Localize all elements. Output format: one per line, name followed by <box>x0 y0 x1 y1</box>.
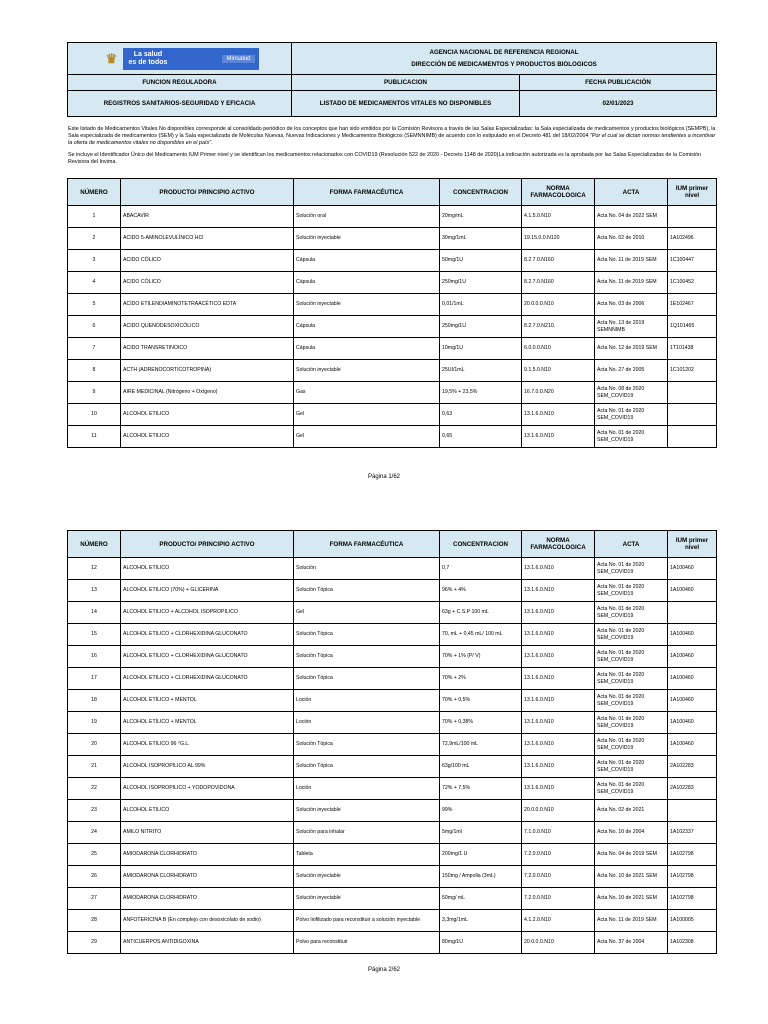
pharmacological-norm: 13.1.6.0.N10 <box>522 646 595 668</box>
pharmaceutical-form: Tableta <box>294 844 440 866</box>
table-row <box>68 294 717 316</box>
product-name: ANTICUERPOS ANTIDIGOXINA <box>121 932 294 954</box>
pharmacological-norm: 13.1.6.0.N10 <box>522 778 595 800</box>
coat-of-arms-icon: ♛ <box>105 50 118 66</box>
pharmaceutical-form: Solución Tópica <box>294 646 440 668</box>
table-row <box>68 228 717 250</box>
product-name: ALCOHOL ETILICO (70%) + GLICERINA <box>121 580 294 602</box>
row-number: 3 <box>68 250 121 272</box>
header-label-3: FECHA PUBLICACIÓN <box>520 75 717 91</box>
pharmaceutical-form: Solución inyectable <box>294 800 440 822</box>
pharmacological-norm: 8.2.7.0.N160 <box>522 272 595 294</box>
pharmacological-norm: 13.1.6.0.N10 <box>522 712 595 734</box>
concentration: 63g/100 mL <box>440 756 522 778</box>
concentration: 50mg/1U <box>440 250 522 272</box>
ium-code: 1A102798 <box>668 866 717 888</box>
acta: Acta No. 10 de 2021 SEM <box>595 888 668 910</box>
acta: Acta No. 11 de 2019 SEM <box>595 250 668 272</box>
intro-text <box>68 126 718 170</box>
agency-title: AGENCIA NACIONAL DE REFERENCIA REGIONAL <box>429 48 579 56</box>
ium-code: 1A100460 <box>668 646 717 668</box>
table-row <box>68 756 717 778</box>
pharmaceutical-form: Solución inyectable <box>294 294 440 316</box>
pharmacological-norm: 13.1.6.0.N10 <box>522 580 595 602</box>
row-number: 12 <box>68 558 121 580</box>
direction-title: DIRECCIÓN DE MEDICAMENTOS Y PRODUCTOS BIOLOGICOS <box>411 60 597 68</box>
pharmaceutical-form: Cápsula <box>294 316 440 338</box>
table-row <box>68 404 717 426</box>
product-name: ABACAVIR <box>121 206 294 228</box>
table-row <box>68 646 717 668</box>
pharmaceutical-form: Cápsula <box>294 338 440 360</box>
table-row <box>68 338 717 360</box>
pharmacological-norm: 8.2.7.0.N210. <box>522 316 595 338</box>
logo-badge: Minsalud <box>222 55 254 63</box>
row-number: 18 <box>68 690 121 712</box>
column-header: CONCENTRACION <box>440 179 522 206</box>
row-number: 6 <box>68 316 121 338</box>
pharmaceutical-form: Solución <box>294 558 440 580</box>
row-number: 7 <box>68 338 121 360</box>
pharmacological-norm: 7.1.0.0.N10 <box>522 822 595 844</box>
acta: Acta No. 37 de 2004 <box>595 932 668 954</box>
pharmacological-norm: 13.1.6.0.N10 <box>522 558 595 580</box>
ium-code <box>668 800 717 822</box>
acta: Acta No. 02 de 2021 <box>595 800 668 822</box>
row-number: 22 <box>68 778 121 800</box>
pharmaceutical-form: Gas <box>294 382 440 404</box>
acta: Acta No. 01 de 2020 SEM_COVID19 <box>595 426 668 448</box>
concentration: 10mg/1U <box>440 338 522 360</box>
acta: Acta No. 01 de 2020 SEM_COVID19 <box>595 778 668 800</box>
pharmacological-norm: 6.0.0.0.N10 <box>522 338 595 360</box>
column-header: PRODUCTO/ PRINCIPIO ACTIVO <box>121 531 294 558</box>
ium-code: 1A100460 <box>668 668 717 690</box>
ium-code: 1Q101465 <box>668 316 717 338</box>
pharmaceutical-form: Solución inyectable <box>294 888 440 910</box>
pharmacological-norm: 13.1.6.0.N10 <box>522 426 595 448</box>
row-number: 27 <box>68 888 121 910</box>
table-row <box>68 800 717 822</box>
concentration: 99% <box>440 800 522 822</box>
product-name: ANFOTERICINA B (En complejo con desoxicolato de sodio) <box>121 910 294 932</box>
ium-code: 2A102283 <box>668 778 717 800</box>
header-value-1: REGISTROS SANITARIOS-SEGURIDAD Y EFICACIA <box>68 91 292 117</box>
row-number: 25 <box>68 844 121 866</box>
acta: Acta No. 03 de 2006 <box>595 294 668 316</box>
column-header: NORMA FARMACOLOGICA <box>522 531 595 558</box>
product-name: ALCOHOL ETILICO <box>121 800 294 822</box>
concentration: 25UI/1mL <box>440 360 522 382</box>
product-name: AMIODARONA CLORHIDRATO <box>121 866 294 888</box>
table-row <box>68 734 717 756</box>
acta: Acta No. 01 de 2020 SEM_COVID19 <box>595 602 668 624</box>
concentration: 19,5% + 23,5% <box>440 382 522 404</box>
ium-code: 1A102798 <box>668 844 717 866</box>
concentration: 70, mL + 0,45 mL/ 100 mL <box>440 624 522 646</box>
row-number: 17 <box>68 668 121 690</box>
product-name: ACTH (ADRENOCORTICOTROPINA) <box>121 360 294 382</box>
acta: Acta No. 01 de 2020 SEM_COVID19 <box>595 712 668 734</box>
ium-code: 1E102467 <box>668 294 717 316</box>
concentration: 70% + 1% (P/ V) <box>440 646 522 668</box>
pharmaceutical-form: Loción <box>294 778 440 800</box>
ium-code <box>668 602 717 624</box>
row-number: 21 <box>68 756 121 778</box>
table-row <box>68 206 717 228</box>
pharmacological-norm: 7.2.0.0.N10 <box>522 866 595 888</box>
concentration: 5mg/1ml <box>440 822 522 844</box>
ium-code: 1A100005 <box>668 910 717 932</box>
table-row <box>68 558 717 580</box>
table-row <box>68 778 717 800</box>
row-number: 19 <box>68 712 121 734</box>
header-value-2: LISTADO DE MEDICAMENTOS VITALES NO DISPONIBLES <box>292 91 520 117</box>
pharmacological-norm: 7.2.0.0.N10 <box>522 844 595 866</box>
table-row <box>68 272 717 294</box>
row-number: 16 <box>68 646 121 668</box>
product-name: ALCOHOL ISOPROPILICO AL 99% <box>121 756 294 778</box>
ium-code <box>668 404 717 426</box>
row-number: 5 <box>68 294 121 316</box>
ium-code: 1C101202 <box>668 360 717 382</box>
row-number: 8 <box>68 360 121 382</box>
acta: Acta No. 02 de 2010 <box>595 228 668 250</box>
acta: Acta No. 08 de 2020 SEM_COVID19 <box>595 382 668 404</box>
table-row <box>68 360 717 382</box>
table-row <box>68 712 717 734</box>
acta: Acta No. 01 de 2020 SEM_COVID19 <box>595 624 668 646</box>
table-row <box>68 580 717 602</box>
product-name: ALCOHOL ETÍLICO + MENTOL <box>121 690 294 712</box>
product-name: ACIDO CÓLICO <box>121 250 294 272</box>
column-header: NORMA FARMACOLOGICA <box>522 179 595 206</box>
intro-paragraph-2: Se incluye el Identificador Único del Medicamento IUM Primer nivel y se identifican los medicamentos relacionados con COVID19 (Resolución 522 de 2020 - Decreto 1148 de 2020)La indicación autorizada es la aprobada por las Salas Especializadas de la Comisión Revisora del Invima. <box>68 151 702 165</box>
row-number: 23 <box>68 800 121 822</box>
pharmacological-norm: 7.2.0.0.N10 <box>522 888 595 910</box>
product-name: ALCOHOL ETÍLICO + MENTOL <box>121 712 294 734</box>
table-row <box>68 316 717 338</box>
table-row <box>68 624 717 646</box>
pharmacological-norm: 13.1.6.0.N10 <box>522 668 595 690</box>
row-number: 20 <box>68 734 121 756</box>
concentration: 72,9mL/100 mL <box>440 734 522 756</box>
pharmaceutical-form: Cápsula <box>294 272 440 294</box>
ium-code: 1A100460 <box>668 558 717 580</box>
medicines-table-page-2 <box>67 530 717 954</box>
column-header: FORMA FARMACÉUTICA <box>294 179 440 206</box>
product-name: ACIDO TRANSRETINOICO <box>121 338 294 360</box>
product-name: ALCOHOL ETILICO <box>121 404 294 426</box>
pharmaceutical-form: Gel <box>294 602 440 624</box>
concentration: 3,3mg/1mL <box>440 910 522 932</box>
pharmaceutical-form: Gel <box>294 426 440 448</box>
pharmacological-norm: 13.1.6.0.N10 <box>522 756 595 778</box>
product-name: ALCOHOL ETILICO + CLORHEXIDINA GLUCONATO <box>121 624 294 646</box>
pharmaceutical-form: Solución Tópica <box>294 668 440 690</box>
product-name: AMILO NITRITO <box>121 822 294 844</box>
header-value-3: 02/01/2023 <box>520 91 717 117</box>
table-row <box>68 866 717 888</box>
pharmaceutical-form: Solución para inhalar <box>294 822 440 844</box>
concentration: 72% + 7,5% <box>440 778 522 800</box>
pharmaceutical-form: Solución Tópica <box>294 756 440 778</box>
row-number: 13 <box>68 580 121 602</box>
ium-code: 1A100460 <box>668 580 717 602</box>
acta: Acta No. 01 de 2020 SEM_COVID19 <box>595 668 668 690</box>
column-header: NÚMERO <box>68 179 121 206</box>
medicines-table-page-1 <box>67 178 717 448</box>
concentration: 250mg/1U <box>440 316 522 338</box>
concentration: 0,7 <box>440 558 522 580</box>
concentration: 70% + 2% <box>440 668 522 690</box>
column-header: ACTA <box>595 531 668 558</box>
product-name: ALCOHOL ETILICO 96 °G.L. <box>121 734 294 756</box>
document-header-table <box>67 42 717 117</box>
ium-code: 1A102308 <box>668 932 717 954</box>
row-number: 9 <box>68 382 121 404</box>
pharmaceutical-form: Solución Tópica <box>294 734 440 756</box>
ium-code: 1A102496 <box>668 228 717 250</box>
logo-text: La salud es de todos <box>128 51 168 66</box>
ium-code: 1A102798 <box>668 888 717 910</box>
pharmaceutical-form: Polvo para reconstituir <box>294 932 440 954</box>
ium-code <box>668 426 717 448</box>
row-number: 1 <box>68 206 121 228</box>
pharmacological-norm: 13.1.6.0.N10 <box>522 734 595 756</box>
row-number: 4 <box>68 272 121 294</box>
product-name: ALCOHOL ETILICO + ALCOHOL ISOPROPILICO <box>121 602 294 624</box>
ium-code: 2A102283 <box>668 756 717 778</box>
acta: Acta No. 04 de 2019 SEM <box>595 844 668 866</box>
pharmacological-norm: 19.15.0.0.N120 <box>522 228 595 250</box>
concentration: 150mg / Ampolla (3mL) <box>440 866 522 888</box>
pharmacological-norm: 9.1.5.0.N10 <box>522 360 595 382</box>
concentration: 20mg/mL <box>440 206 522 228</box>
ium-code <box>668 382 717 404</box>
concentration: 200mg/1 U <box>440 844 522 866</box>
table-header-row <box>68 179 717 206</box>
acta: Acta No. 04 de 2022 SEM <box>595 206 668 228</box>
concentration: 0,63 <box>440 404 522 426</box>
concentration: 70% + 0,38% <box>440 712 522 734</box>
ium-code: 1A100460 <box>668 734 717 756</box>
pharmaceutical-form: Solución inyectable <box>294 228 440 250</box>
product-name: ACIDO ETILENDIAMINOTETRAACÉTICO EDTA <box>121 294 294 316</box>
row-number: 11 <box>68 426 121 448</box>
ium-code: 1T101438 <box>668 338 717 360</box>
table-row <box>68 426 717 448</box>
concentration: 50mg/ mL <box>440 888 522 910</box>
table-row <box>68 250 717 272</box>
product-name: ACIDO 5-AMINOLEVULÍNICO HCl <box>121 228 294 250</box>
pharmaceutical-form: Solución oral <box>294 206 440 228</box>
concentration: 250mg/1U <box>440 272 522 294</box>
concentration: 96% + 4% <box>440 580 522 602</box>
minsalud-logo <box>101 47 259 71</box>
pharmacological-norm: 20.0.0.0.N10 <box>522 294 595 316</box>
ium-code: 1A102337 <box>668 822 717 844</box>
product-name: ALCOHOL ISOPROPILICO + YODOPOVIDONA <box>121 778 294 800</box>
acta: Acta No. 01 de 2020 SEM_COVID19 <box>595 646 668 668</box>
column-header: FORMA FARMACÉUTICA <box>294 531 440 558</box>
table-row <box>68 910 717 932</box>
pharmaceutical-form: Solución Tópica <box>294 624 440 646</box>
row-number: 10 <box>68 404 121 426</box>
row-number: 29 <box>68 932 121 954</box>
concentration: 30mg/1mL <box>440 228 522 250</box>
pharmaceutical-form: Solución inyectable <box>294 360 440 382</box>
product-name: ACIDO CÓLICO <box>121 272 294 294</box>
table-row <box>68 690 717 712</box>
pharmacological-norm: 13.1.6.0.N10 <box>522 404 595 426</box>
row-number: 15 <box>68 624 121 646</box>
header-label-2: PUBLICACION <box>292 75 520 91</box>
pharmacological-norm: 20.0.0.0.N10 <box>522 800 595 822</box>
ium-code: 1A100460 <box>668 712 717 734</box>
pharmaceutical-form: Polvo liofilizado para reconstituir a solución inyectable <box>294 910 440 932</box>
column-header: PRODUCTO/ PRINCIPIO ACTIVO <box>121 179 294 206</box>
page-number: Página 2/62 <box>367 967 401 973</box>
product-name: AMIODARONA CLORHIDRATO <box>121 844 294 866</box>
concentration: 80mg/1U <box>440 932 522 954</box>
pharmaceutical-form: Solución Tópica <box>294 580 440 602</box>
concentration: 70% + 0,5% <box>440 690 522 712</box>
acta: Acta No. 10 de 2021 SEM <box>595 866 668 888</box>
column-header: IUM primer nivel <box>668 531 717 558</box>
ium-code: 1C100447 <box>668 250 717 272</box>
row-number: 28 <box>68 910 121 932</box>
pharmacological-norm: 13.1.6.0.N10 <box>522 624 595 646</box>
pharmaceutical-form: Loción <box>294 690 440 712</box>
row-number: 24 <box>68 822 121 844</box>
acta: Acta No. 13 de 2019 SEMNNIMB <box>595 316 668 338</box>
table-header-row <box>68 531 717 558</box>
acta: Acta No. 01 de 2020 SEM_COVID19 <box>595 404 668 426</box>
column-header: IUM primer nivel <box>668 179 717 206</box>
product-name: AMIODARONA CLORHIDRATO <box>121 888 294 910</box>
pharmaceutical-form: Loción <box>294 712 440 734</box>
concentration: 0,01/1mL <box>440 294 522 316</box>
column-header: CONCENTRACION <box>440 531 522 558</box>
acta: Acta No. 12 de 2019 SEM <box>595 338 668 360</box>
pharmaceutical-form: Gel <box>294 404 440 426</box>
product-name: ALCOHOL ETILICO + CLORHEXIDINA GLUCONATO <box>121 646 294 668</box>
product-name: ALCOHOL ETILICO <box>121 426 294 448</box>
pharmacological-norm: 8.2.7.0.N160 <box>522 250 595 272</box>
page-number: Página 1/62 <box>367 474 401 480</box>
logo-cell <box>68 43 292 75</box>
acta: Acta No. 11 de 2019 SEM <box>595 272 668 294</box>
ium-code: 1A100460 <box>668 624 717 646</box>
product-name: ALCOHOL ETILICO + CLORHEXIDINA GLUCONATO <box>121 668 294 690</box>
product-name: ACIDO QUENODESOXICÓLICO <box>121 316 294 338</box>
pharmacological-norm: 13.1.6.0.N10 <box>522 602 595 624</box>
column-header: ACTA <box>595 179 668 206</box>
ium-code: 1A100460 <box>668 690 717 712</box>
pharmacological-norm: 13.1.6.0.N10 <box>522 690 595 712</box>
acta: Acta No. 01 de 2020 SEM_COVID19 <box>595 734 668 756</box>
acta: Acta No. 27 de 2005 <box>595 360 668 382</box>
acta: Acta No. 01 de 2020 SEM_COVID19 <box>595 558 668 580</box>
acta: Acta No. 10 de 2004 <box>595 822 668 844</box>
column-header: NÚMERO <box>68 531 121 558</box>
row-number: 26 <box>68 866 121 888</box>
pharmaceutical-form: Cápsula <box>294 250 440 272</box>
acta: Acta No. 01 de 2020 SEM_COVID19 <box>595 756 668 778</box>
pharmacological-norm: 4.1.5.0.N10 <box>522 206 595 228</box>
table-row <box>68 844 717 866</box>
row-number: 14 <box>68 602 121 624</box>
table-row <box>68 602 717 624</box>
ium-code <box>668 206 717 228</box>
acta: Acta No. 01 de 2020 SEM_COVID19 <box>595 690 668 712</box>
pharmacological-norm: 20.0.0.0.N10 <box>522 932 595 954</box>
table-row <box>68 822 717 844</box>
pharmaceutical-form: Solución inyectable <box>294 866 440 888</box>
concentration: 63g + C.S.P 100 mL <box>440 602 522 624</box>
table-row <box>68 932 717 954</box>
pharmacological-norm: 16.7.0.0.N20 <box>522 382 595 404</box>
acta: Acta No. 11 de 2019 SEM <box>595 910 668 932</box>
concentration: 0,65 <box>440 426 522 448</box>
acta: Acta No. 01 de 2020 SEM_COVID19 <box>595 580 668 602</box>
table-row <box>68 888 717 910</box>
intro-paragraph-1: Este listado de Medicamentos Vitales No disponibles corresponde al consolidado periódico de los conceptos que han sido emitidos por la Comisión Revisora a través de las Salas Especializadas: la Sala especializada de medicamentos y productos biológicos (SEMPB), la Sala especializada de medicamentos (SEM) y la Sala especializada de Moléculas Nuevas, Nuevas Indicaciones y Medicamentos Biológicos (SEMNNIMB) de acuerdo con lo estipulado en el Decreto 481 del 18/02/2004 "Por el cual se dictan normas tendientes a incentivar la oferta de medicamentos vitales no disponibles en el país". <box>68 126 716 147</box>
header-label-1: FUNCION REGULADORA <box>68 75 292 91</box>
product-name: ALCOHOL ETILICO <box>121 558 294 580</box>
pharmacological-norm: 4.1.2.0.N10 <box>522 910 595 932</box>
table-row <box>68 382 717 404</box>
ium-code: 1C100452 <box>668 272 717 294</box>
product-name: AIRE MEDICINAL (Nitrógeno + Oxígeno) <box>121 382 294 404</box>
table-row <box>68 668 717 690</box>
row-number: 2 <box>68 228 121 250</box>
